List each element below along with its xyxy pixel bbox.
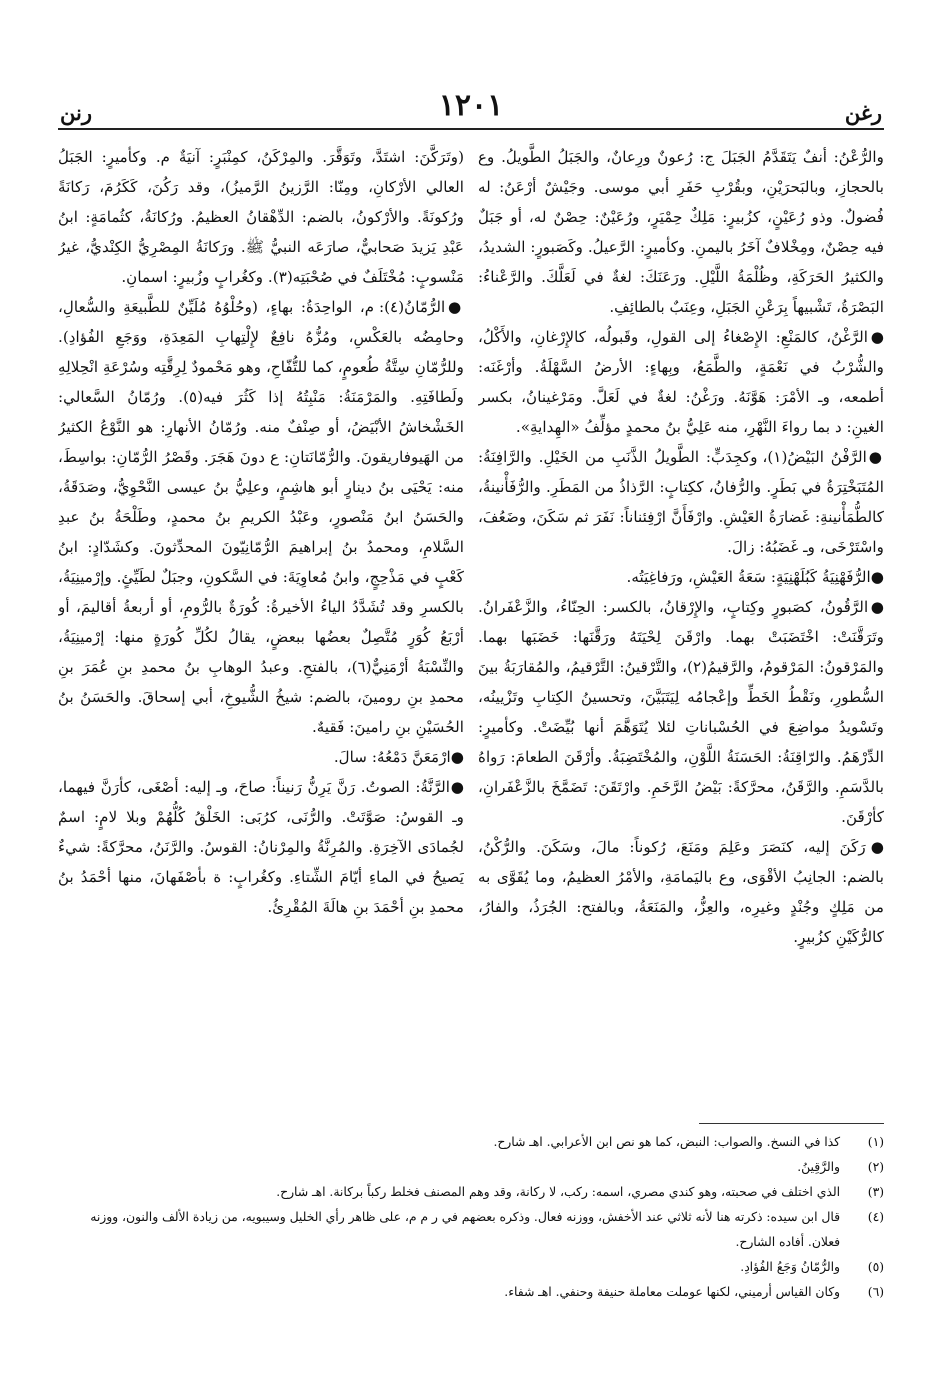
entry-rauan: والرُّعْنُ: أنفٌ يَتَقَدَّمُ الجَبَلَ ج: رُعونٌ ورِعانٌ، والجَبَلُ الطَّويلُ. وع بالحجازِ، وبالبَحرَيْنِ، وبقُرْبِ حَفَرِ أبي موسى. وجَيْشٌ أرْعَنُ: له فُضولٌ. وذو رُعَيْنٍ، كزُبيرٍ: مَلِكٌ حِمْيَرٍ، ورُعَيْنٌ: حِصْنٌ له، أو جَبَلٌ فيه حِصْنٌ، ومِخْلافٌ آخَرُ باليمنِ. وكأميرٍ: الرَّعيلُ. وكَصَبورٍ: الشديدُ، والكثيرُ الحَرَكَةِ، وظُلْمَةُ اللَّيْلِ. ورَعَنَكَ: لغةٌ في لَعَلَّكَ. والرَّعْناءُ: البَصْرَةُ، تَشْبيهاً بِرَعْنِ الجَبَلِ، وعِنَبٌ بالطائِفِ. <box>478 148 884 316</box>
footnote <box>58 1280 884 1305</box>
footnote-text: والرُّمّانُ وَجَعُ الفُؤادِ. <box>740 1260 840 1274</box>
footnote-number: (١) <box>867 1135 884 1149</box>
page-number: ١٢٠١ <box>438 88 504 123</box>
footnote <box>58 1155 884 1180</box>
footnote <box>58 1180 884 1205</box>
left-column <box>58 142 464 1142</box>
right-column <box>478 142 884 1142</box>
header-rule <box>58 128 884 130</box>
footnote-rule <box>699 1123 884 1124</box>
footnote-number: (٤) <box>867 1210 884 1224</box>
entry-rafan: ●الرَّفْنُ البَيْضُ(١)، وكجِدَبٍّ: الطَّويلُ الذَّنَبِ من الخَيْلِ. والرَّافِنَةُ: المُتَبَخْتِرَةُ في بَطَرٍ. والرُّفانُ، ككِتابٍ: الرَّذاذُ من المَطَرِ. والرُّفَأْنينةُ، كالطُّمَأْنينةِ: غَضارَةُ العَيْشِ. وارْفَأَنَّ ارْفِئناناً: نَفَرَ ثم سَكَنَ، وضَعُفَ، واسْتَرْخَى، وـ غَضَبُهُ: زالَ. <box>478 448 884 556</box>
footnote-text: كذا في النسخ. والصواب: النبض، كما هو نص ابن الأعرابي. اهـ شارح. <box>493 1135 840 1149</box>
footnote-number: (٢) <box>867 1160 884 1174</box>
entry-ranna: ●الرَّنَّةُ: الصوتُ. رَنَّ يَرِنُّ رَنيناً: صاحَ، وـ إليه: أصْغَى، كأرَنَّ فيهما، وـ القوسُ: صَوَّتَتْ. والرُّنَى، كرُبَى: الخَلْقُ كُلُّهُمْ وبلا لامٍ: اسمٌ لجُمادَى الآخِرَةِ. والمُرِنَّةُ والمِرْنانُ: القوسُ. والرَّنَنُ، محرَّكةً: شيءٌ يَصيحُ في الماءِ أيّامَ الشِّتاءِ. وكغُرابٍ: ة بأصْفَهانَ، منها أحْمَدُ بنُ محمدِ بنِ أحْمَدَ بنِ هالَةَ المُقْرِئُ. <box>58 778 464 916</box>
entry-rufahniya: ●الرُّفَهْنِيَةُ كَبُلَهْنِيَةٍ: سَعَةُ العَيْشِ، ورَفاغِيَتُه. <box>626 568 884 586</box>
header-root-word-left: رنن <box>60 100 92 125</box>
footnote-text: قال ابن سيده: ذكرته هنا لأنه ثلاثي عند الأخفش، ووزنه فعال. وذكره بعضهم في ر م م، على ظاهر رأي الخليل وسيبويه، من زيادة الألف والنون، ووزنه فعلان. أفاده الشارح. <box>90 1210 840 1249</box>
entry-rumman: ●الرُّمّانُ(٤): م، الواحِدَةُ: بهاءٍ، (وحُلْوُهُ مُلَيِّنٌ للطَّبيعَةِ والسُّعالِ، وحامِضُه بالعَكْسِ، ومُزُّهُ نافِعٌ لإِلْتِهابِ المَعِدَةِ، ووَجَعِ الفُؤادِ). وللرُّمّانِ سِتَّةُ طُعومٍ، كما للتُّفّاحِ، وهو مَحْمودٌ لِرِقَّتِه وسُرْعَةِ انْحِلالِهِ ولَطافَتِهِ. والمَرْمَنَةُ: مَنْبِتُهُ إذا كَثُرَ فيه(٥). ورُمّانُ السَّعالي: الخَشْخاشُ الأبْيَضُ، أو صِنْفٌ منه. ورُمّانُ الأنهارِ: هو النَّوْعُ الكثيرُ من الهَيوفاريقونَ. والرُّمّانَتانِ: ع دونَ هَجَرَ. وقَصْرُ الرُّمّانِ: بواسِطَ، منه: يَحْيَى بنُ دينارٍ أبو هاشِمٍ، وعلِيُّ بنُ عيسى النَّحْوِيُّ، وصَدَقَةُ، والحَسَنُ ابنُ مَنْصورٍ، وعَبْدُ الكريمِ بنُ محمدٍ، وطَلْحَةُ بنُ عبدِ السَّلامِ، ومحمدُ بنُ إبراهيمَ الرُّمّانِيّونَ المحدِّثونَ. وكشَدّادٍ: ابنُ كَعْبٍ في مَذْحِجٍ، وابنُ مُعاوِيَةَ: في السَّكونِ، وجبَلٌ لطَيِّئٍ. وإرْمينِيَةُ، بالكسرِ وقد تُشَدَّدُ الياءُ الأخيرةُ: كُورَةٌ بالرُّومِ، أو أربعةُ أقاليمَ، أو أرْبَعُ كُوَرٍ مُتَّصِلٌ بعضُها ببعضٍ، يقالُ لكُلِّ كُورَةٍ منها: إرْمينِيَةُ، والنِّسْبَةُ أرْمَنِيٌّ(٦)، بالفتحِ. وعبدُ الوهابِ بنُ محمدِ بنِ عُمَرَ بنِ محمدِ بنِ رومينَ، بالضم: شيخُ الشُّيوخِ، أبي إسحاقَ. والحَسَنُ بنُ الحُسَيْنِ بنِ رامينَ: فَقيهٌ. <box>58 298 464 736</box>
entry-rakan-cont: (وتَرَكَّنَ: اشتَدَّ، وتَوَقَّرَ. والمِرْكَنُ، كمِنْبَرٍ: آنيَةٌ م. وكأميرٍ: الجَبَلُ العالي الأرْكانِ، ومِنّا: الرَّزينُ الرَّميزُ)، وقد رَكُنَ، كَكَرُمَ، رَكانَةً ورُكونَةً. والأرْكونُ، بالضم: الدِّهْقانُ العظيمُ. ورُكانَةُ، كثُمامَةٍ: ابنُ عَبْدِ يَزيدَ صَحابيٌّ، صارَعَه النبيُّ ﷺ. ورَكانَةُ المِصْرِيُّ الكِنْديُّ، غيرُ مَنْسوبٍ: مُخْتَلَفٌ في صُحْبَتِه(٣). وكغُرابٍ وزُبيرٍ: اسمانِ. <box>58 148 464 286</box>
footnote <box>58 1255 884 1280</box>
text-columns <box>58 142 884 1142</box>
footnote <box>58 1205 884 1255</box>
footnote-number: (٦) <box>867 1285 884 1299</box>
header-root-word-right: رغن <box>844 100 882 125</box>
footnote-text: الذي اختلف في صحبته، وهو كندي مصري، اسمه: ركب، لا ركانة، وقد وهم المصنف فخلط ركباً بركانة. اهـ شارح. <box>276 1185 840 1199</box>
footnote-text: وكان القياس أرميني، لكنها عوملت معاملة حنيفة وحنفي. اهـ شفاء. <box>504 1285 840 1299</box>
footnote-text: والرَّقِينُ. <box>797 1160 840 1174</box>
footnote-number: (٣) <box>867 1185 884 1199</box>
entry-raqun: ●الرَّقُونُ، كصَبورٍ وكِتابٍ، والإِرْقانُ، بالكسر: الحِنّاءُ، والزَّعْفَرانُ. وتَرَقَّنَتْ: اخْتَضَبَتْ بهما. وارْقَنَ لِحْيَتَهُ ورَقَّنَها: خَضَبَها بهما. والمَرْقونُ: المَرْقومُ، والرَّقيمُ(٢)، والتَّرْقينُ: التَّرْقيمُ، والمُقارَبَةُ بينَ السُّطورِ، ونَقْطُ الخَطِّ وإعْجامُه لِيَتَبَيَّنَ، وتحسينُ الكِتابِ وتَزْيينُه، وتَسْويدُ مواضِعَ في الحُسْباناتِ لئلا يُتَوَهَّمَ أنها بُيِّضَتْ. وكأميرٍ: الدِّرْهَمُ. والرّاقِنَةُ: الحَسَنَةُ اللَّوْنِ، والمُخْتَضِبَةُ. وأرْقَنَ الطعامَ: رَواهُ بالدَّسَمِ. والرَّقَنُ، محرَّكةً: بَيْضُ الرَّخَمِ. وارْتَقَنَ: تَضَمَّخَ بالزَّعْفَرانِ، كأرْقَنَ. <box>478 598 884 826</box>
footnotes <box>58 1130 884 1320</box>
entry-irmaanna: ●ارْمَعَنَّ دَمْعُهُ: سالَ. <box>333 748 464 766</box>
footnote-number: (٥) <box>867 1260 884 1274</box>
footnote <box>58 1130 884 1155</box>
entry-rakan: ●رَكَنَ إليه، كنَصَرَ وعَلِمَ ومَنَعَ، رُكوناً: مالَ، وسَكَنَ. والرُّكْنُ، بالضم: الجانِبُ الأقْوَى، وع باليَمامَةِ، والأمْرُ العظيمُ، وما يُقَوَّى به من مَلِكٍ وجُنْدٍ وغيرِه، والعِزُّ، والمَنَعَةُ، وبالفتح: الجُرَذُ، والفارُ، كالرُّكَيْنِ كزُبيرٍ. <box>478 838 884 946</box>
entry-raghan: ●الرَّغْنُ، كالمَنْعِ: الإِصْغاءُ إلى القولِ، وقَبولُه، كالإِرْغانِ، والأَكْلُ، والشُّرْبُ في نَعْمَةٍ، والطَّمَعُ، وبِهاءٍ: الأرضُ السَّهْلَةُ. وأرْغَنَه: أطمعه، وـ الأمْرَ: هَوَّنَهُ. ورَغْنُ: لغةٌ في لَعَلَّ. ومَرْغينانُ، بكسر الغينِ: د بما رواءَ النَّهْرِ، منه عَلِيُّ بنُ محمدٍ مؤلِّفُ «الهِدايةِ». <box>478 328 884 436</box>
